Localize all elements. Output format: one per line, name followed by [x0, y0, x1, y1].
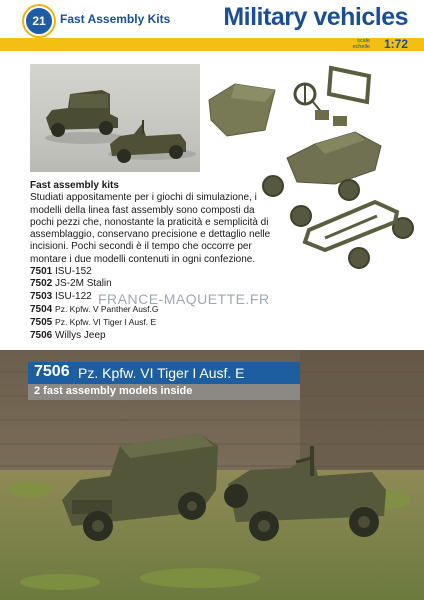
kit-item-name: Willys Jeep — [55, 329, 106, 341]
kit-description — [30, 180, 280, 342]
kit-item-name: JS-2M Stalin — [55, 278, 112, 290]
description-heading: Fast assembly kits — [30, 180, 119, 191]
kit-item-name: Pz. Kpfw. V Panther Ausf.G — [55, 303, 159, 314]
kit-item-name: ISU-152 — [55, 266, 92, 278]
section-title: Military vehicles — [223, 3, 408, 31]
kit-item-code: 7505 — [30, 317, 53, 329]
kit-item-code: 7501 — [30, 266, 53, 278]
scale-label-line2: echelle — [352, 44, 370, 50]
scale-value: 1:72 — [383, 37, 408, 51]
kit-item — [30, 330, 280, 342]
kit-item-code: 7506 — [30, 329, 53, 341]
kit-item — [30, 266, 280, 278]
kit-item — [30, 316, 280, 329]
kits-label: Fast Assembly Kits — [60, 12, 171, 26]
header-bar — [0, 0, 424, 36]
jeep-pair-illustration — [30, 64, 200, 172]
kit-item-name: ISU-122 — [55, 290, 92, 302]
kit-item-code: 7504 — [30, 303, 53, 315]
scale-label — [353, 38, 370, 50]
scale-label-line1: scale — [357, 38, 370, 44]
product-code: 7506 — [34, 363, 70, 380]
kit-item-name: Pz. Kpfw. VI Tiger I Ausf. E — [55, 317, 157, 328]
kit-item — [30, 278, 280, 290]
watermark-text: FRANCE-MAQUETTE.FR — [98, 291, 270, 307]
jeep-covered — [46, 90, 118, 137]
product-name: Pz. Kpfw. VI Tiger I Ausf. E — [78, 365, 245, 381]
assembled-models-photo — [30, 64, 200, 172]
kit-item-code: 7502 — [30, 278, 53, 290]
page-number-badge: 21 — [24, 6, 54, 36]
description-body: Studiati appositamente per i giochi di simulazione, i modelli della linea fast assembly sono composti da pochi pezzi che, nonostante la praticità e semplicità di assemblaggio, conservano precisione e dettaglio nelle incisioni. Pochi secondi è il tempo che occorre per montare i due modelli contenuti in ogni confezione. — [30, 192, 271, 265]
product-subtitle: 2 fast assembly models inside — [34, 385, 193, 397]
kit-item-code: 7503 — [30, 290, 53, 302]
